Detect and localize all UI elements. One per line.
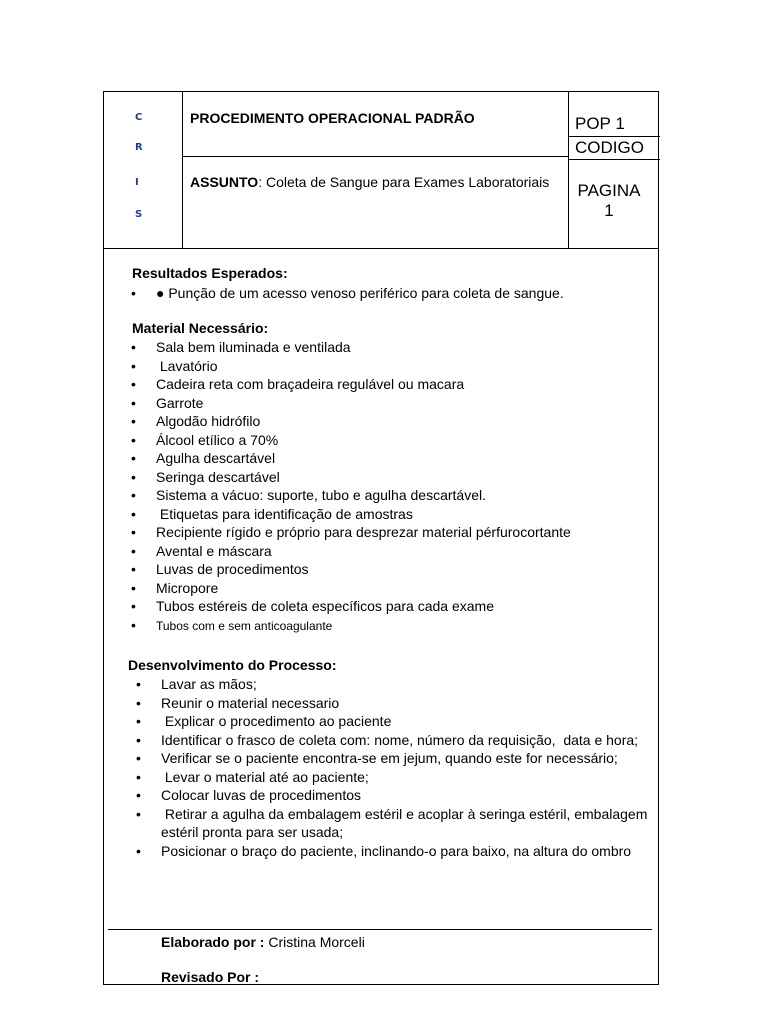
list-item-text: Álcool etílico a 70% <box>156 431 279 448</box>
list-item <box>131 542 571 561</box>
list-item-text: Lavatório <box>156 357 218 374</box>
divider <box>568 136 660 137</box>
list-item-text: Seringa descartável <box>156 468 280 485</box>
list-item-text: Garrote <box>156 394 204 411</box>
list-item <box>131 597 571 616</box>
list-item <box>136 768 656 787</box>
bullet-icon: • <box>131 285 136 301</box>
list-item <box>131 394 571 413</box>
list-item <box>131 284 564 303</box>
list-item <box>131 412 571 431</box>
bullet-icon: • <box>131 524 136 540</box>
list-item <box>131 616 571 636</box>
logo-letter-s: S <box>135 209 143 220</box>
list-item <box>136 694 656 713</box>
bullet-icon: • <box>136 713 141 729</box>
elaborado-label: Elaborado por : <box>161 934 265 950</box>
pagina-label: PAGINA <box>577 181 641 200</box>
divider <box>182 156 568 157</box>
elaborado-line <box>161 934 365 950</box>
bullet-icon: • <box>131 542 136 559</box>
bullet-icon: • <box>136 842 141 859</box>
footer-separator <box>108 929 652 930</box>
header-table <box>104 92 658 249</box>
list-item <box>136 805 656 842</box>
subject <box>190 174 550 191</box>
list-item <box>136 749 656 768</box>
list-item-text: Levar o material até ao paciente; <box>161 768 369 785</box>
list-item <box>136 842 656 861</box>
title-cell <box>182 92 569 248</box>
bullet-icon: • <box>131 598 136 614</box>
list-item <box>131 523 571 542</box>
bullet-icon: • <box>131 616 136 633</box>
processo-title: Desenvolvimento do Processo: <box>128 657 337 673</box>
bullet-icon: • <box>131 376 136 392</box>
revisado-line <box>161 969 259 985</box>
bullet-icon: • <box>136 731 141 748</box>
list-item-text: Recipiente rígido e próprio para desprezar material pérfurocortante <box>156 524 571 540</box>
bullet-icon: • <box>131 561 136 577</box>
logo-letter-r: R <box>135 142 143 153</box>
list-item-text: Tubos estéreis de coleta específicos para cada exame <box>156 598 495 614</box>
page-indicator <box>568 181 650 221</box>
list-item-text: Posicionar o braço do paciente, inclinando-o para baixo, na altura do ombro <box>161 842 632 859</box>
list-item <box>131 560 571 579</box>
bullet-icon: • <box>136 694 141 711</box>
bullet-icon: • <box>131 468 136 485</box>
bullet-icon: • <box>131 413 136 429</box>
list-item-text: Identificar o frasco de coleta com: nome, número da requisição, data e hora; <box>161 731 639 748</box>
list-item-text: ● Punção de um acesso venoso periférico para coleta de sangue. <box>156 285 564 301</box>
bullet-icon: • <box>136 787 141 803</box>
elaborado-value: Cristina Morceli <box>264 934 365 950</box>
list-item-text: Lavar as mãos; <box>161 676 257 692</box>
list-item-text: Cadeira reta com braçadeira regulável ou macara <box>156 376 465 392</box>
codigo-label: CODIGO <box>575 138 644 157</box>
bullet-icon: • <box>131 579 136 596</box>
bullet-icon: • <box>131 357 136 374</box>
document-title: PROCEDIMENTO OPERACIONAL PADRÃO <box>190 110 475 126</box>
bullet-icon: • <box>136 676 141 692</box>
processo-list <box>136 675 656 860</box>
list-item <box>136 731 656 750</box>
pop-number: POP 1 <box>575 114 625 133</box>
revisado-label: Revisado Por : <box>161 969 260 985</box>
code-cell <box>568 92 660 248</box>
list-item <box>136 675 656 694</box>
list-item-text: Sistema a vácuo: suporte, tubo e agulha descartável. <box>156 487 486 503</box>
divider <box>568 159 660 160</box>
bullet-icon: • <box>131 431 136 448</box>
list-item-text: Verificar se o paciente encontra-se em jejum, quando este for necessário; <box>161 750 618 766</box>
resultados-title: Resultados Esperados: <box>132 265 288 281</box>
list-item-text: Tubos com e sem anticoagulante <box>156 618 333 633</box>
logo-letter-i: I <box>135 177 139 188</box>
bullet-icon: • <box>136 750 141 766</box>
list-item <box>136 786 656 805</box>
list-item-text: Etiquetas para identificação de amostras <box>156 505 413 522</box>
list-item-text: Colocar luvas de procedimentos <box>161 787 361 803</box>
pagina-number: 1 <box>604 201 614 220</box>
list-item-text: Algodão hidrófilo <box>156 413 261 429</box>
list-item <box>131 449 571 468</box>
material-title: Material Necessário: <box>132 320 269 336</box>
list-item-text: Micropore <box>156 579 219 596</box>
logo-cell <box>104 92 183 248</box>
list-item <box>131 579 571 598</box>
list-item <box>131 486 571 505</box>
list-item-text: Retirar a agulha da embalagem estéril e acoplar à seringa estéril, embalagem estéril pronta para ser usada; <box>161 805 652 840</box>
list-item-text: Avental e máscara <box>156 542 272 559</box>
bullet-icon: • <box>131 394 136 411</box>
list-item <box>136 712 656 731</box>
list-item-text: Sala bem iluminada e ventilada <box>156 339 351 355</box>
bullet-icon: • <box>131 505 136 522</box>
bullet-icon: • <box>131 339 136 355</box>
subject-label: ASSUNTO <box>190 174 259 190</box>
material-list <box>131 338 571 635</box>
list-item-text: Explicar o procedimento ao paciente <box>161 713 392 729</box>
list-item-text: Agulha descartável <box>156 450 276 466</box>
list-item <box>131 375 571 394</box>
bullet-icon: • <box>131 450 136 466</box>
list-item-text: Reunir o material necessario <box>161 694 340 711</box>
list-item <box>131 505 571 524</box>
list-item <box>131 338 571 357</box>
list-item <box>131 357 571 376</box>
list-item <box>131 468 571 487</box>
subject-text: : Coleta de Sangue para Exames Laboratoriais <box>258 174 550 190</box>
bullet-icon: • <box>131 487 136 503</box>
bullet-icon: • <box>136 768 141 785</box>
resultados-list <box>131 284 564 303</box>
logo-letter-c: C <box>135 112 143 123</box>
list-item-text: Luvas de procedimentos <box>156 561 309 577</box>
bullet-icon: • <box>136 805 141 822</box>
list-item <box>131 431 571 450</box>
